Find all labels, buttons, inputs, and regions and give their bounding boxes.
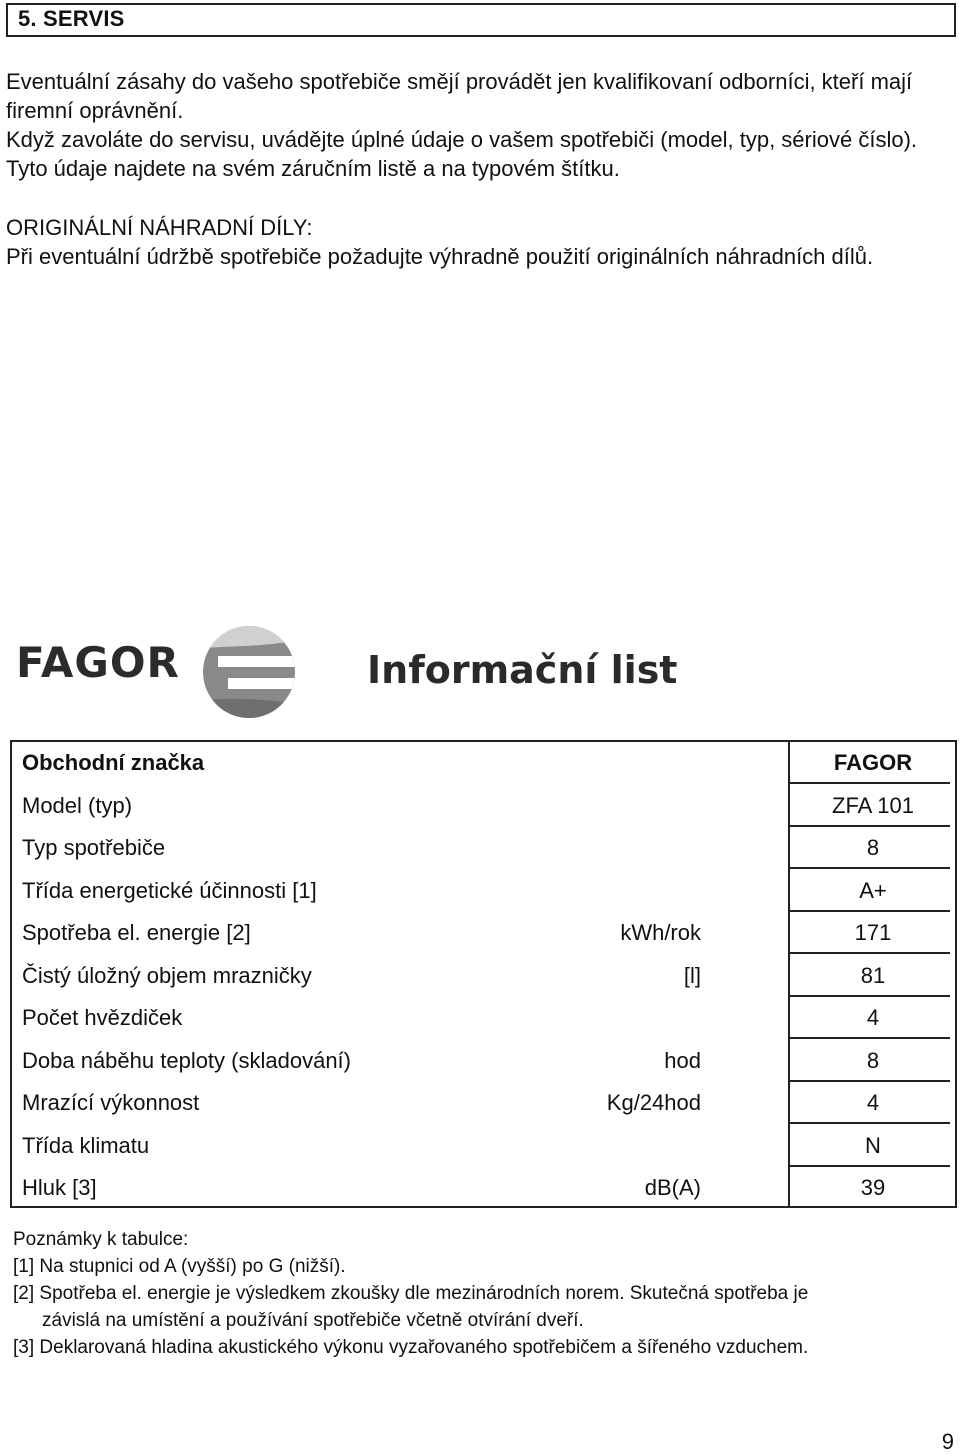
service-paragraph: Eventuální zásahy do vašeho spotřebiče smějí provádět jen kvalifikovaní odborníci, kteří mají firemní oprávnění.	[6, 69, 913, 123]
row-label: Model (typ)	[22, 792, 133, 818]
table-row	[12, 785, 955, 827]
note-2: [2] Spotřeba el. energie je výsledkem zkoušky dle mezinárodních norem. Skutečná spotřeba je	[13, 1283, 809, 1304]
page-number: 9	[941, 1429, 954, 1454]
section-header-box	[6, 3, 956, 37]
table-row	[12, 912, 955, 954]
service-details-paragraph: Když zavoláte do servisu, uvádějte úplné údaje o vašem spotřebiči (model, typ, sériové číslo). Tyto údaje najdete na svém záručním listě a na typovém štítku.	[6, 127, 918, 181]
row-unit: kWh/rok	[620, 920, 701, 945]
table-notes	[13, 1226, 953, 1361]
row-label: Spotřeba el. energie [2]	[22, 920, 251, 945]
row-unit: hod	[664, 1047, 701, 1073]
row-label: Doba náběhu teploty (skladování)	[22, 1047, 351, 1073]
table-row	[12, 1125, 955, 1167]
note-1: [1] Na stupnici od A (vyšší) po G (nižší).	[13, 1256, 346, 1277]
row-value: 8	[866, 1047, 880, 1073]
row-value: 81	[860, 962, 886, 988]
row-value: A+	[859, 877, 887, 903]
row-unit: [l]	[683, 962, 701, 988]
row-label: Čistý úložný objem mrazničky	[22, 962, 312, 988]
table-row	[12, 1040, 955, 1082]
info-sheet-title: Informační list	[367, 648, 678, 692]
notes-heading: Poznámky k tabulce:	[13, 1229, 189, 1250]
spare-parts-paragraph: Při eventuální údržbě spotřebiče požadujte výhradně použití originálních náhradních dílů.	[6, 244, 874, 269]
row-value: 4	[866, 1090, 880, 1115]
row-value: FAGOR	[833, 750, 913, 775]
row-value: 171	[854, 920, 892, 945]
logo-wordmark: FAGOR	[16, 638, 180, 687]
table-row	[12, 870, 955, 912]
note-3: [3] Deklarovaná hladina akustického výkonu vyzařovaného spotřebičem a šířeného vzduchem.	[13, 1337, 809, 1358]
table-row	[12, 1082, 955, 1124]
row-label: Typ spotřebiče	[22, 835, 166, 860]
table-row	[12, 997, 955, 1039]
table-row	[12, 955, 955, 997]
row-label: Mrazící výkonnost	[22, 1090, 200, 1115]
fagor-logo	[16, 626, 298, 718]
row-label: Třída klimatu	[22, 1132, 150, 1158]
row-label: Hluk [3]	[22, 1175, 97, 1200]
section-title: 5. SERVIS	[18, 6, 125, 31]
row-value: 4	[866, 1005, 880, 1030]
table-row	[12, 827, 955, 869]
note-2-continuation: závislá na umístění a používání spotřebiče včetně otvírání dveří.	[42, 1310, 584, 1331]
table-row	[12, 742, 955, 784]
row-label: Třída energetické účinnosti [1]	[22, 877, 317, 903]
row-label: Obchodní značka	[22, 750, 205, 775]
row-value: 8	[866, 835, 880, 860]
row-unit: dB(A)	[644, 1175, 701, 1200]
row-label: Počet hvězdiček	[22, 1005, 183, 1030]
row-unit: Kg/24hod	[606, 1090, 701, 1115]
row-value: ZFA 101	[832, 792, 914, 818]
row-value: N	[865, 1132, 881, 1158]
fagor-emblem-icon	[200, 626, 298, 718]
specification-table	[10, 740, 957, 1208]
table-row	[12, 1167, 955, 1209]
row-value: 39	[860, 1175, 886, 1200]
spare-parts-heading: ORIGINÁLNÍ NÁHRADNÍ DÍLY:	[6, 215, 313, 240]
